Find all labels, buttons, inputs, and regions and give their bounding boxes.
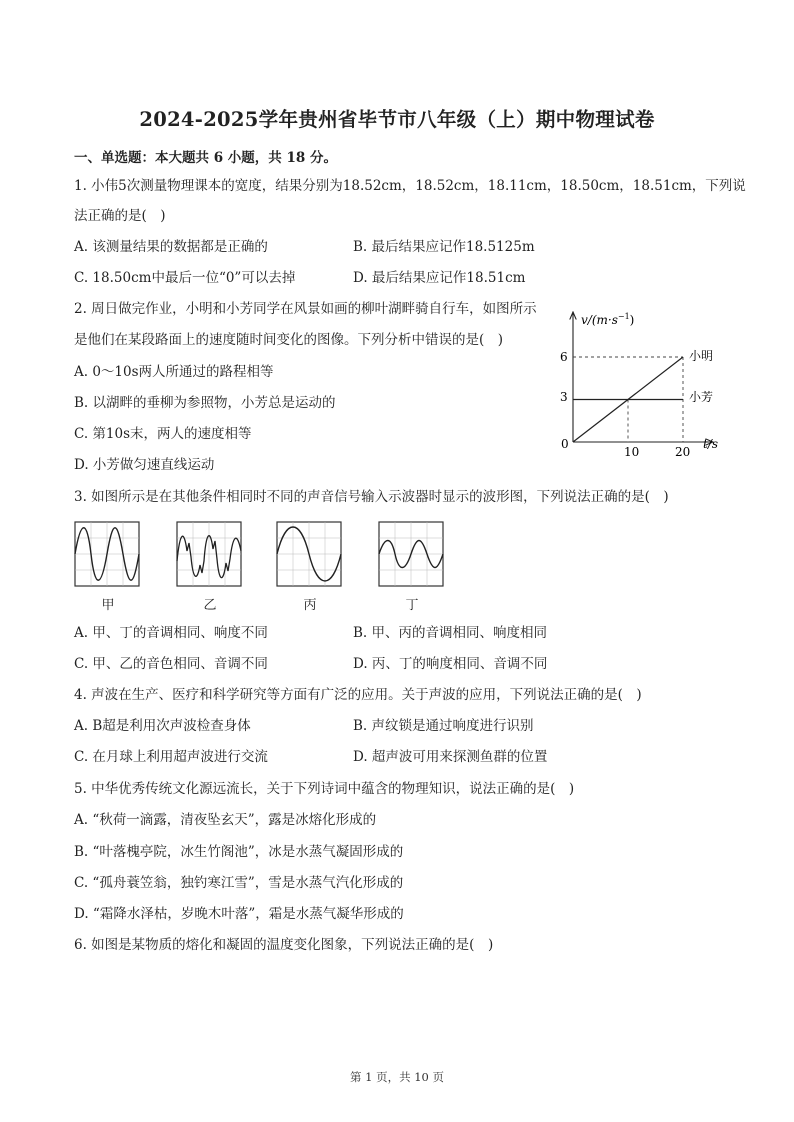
q5-option-b: B. “叶落槐亭院，冰生竹阁池”，冰是水蒸气凝固形成的 (74, 844, 404, 860)
origin-label: 0 (561, 437, 569, 451)
x-tick-20: 20 (675, 445, 691, 459)
waveform-label-bing: 丙 (303, 598, 317, 613)
q1-option-d: D. 最后结果应记作18.51cm (353, 270, 526, 286)
y-tick-3: 3 (560, 390, 568, 404)
page-footer: 第 1 页，共 10 页 (349, 1070, 445, 1084)
q5-option-a: A. “秋荷一滴露，清夜坠玄天”，露是冰熔化形成的 (74, 812, 377, 828)
waveform-label-yi: 乙 (203, 598, 217, 613)
waveform-yi (176, 521, 242, 591)
page-title: 2024-2025学年贵州省毕节市八年级（上）期中物理试卷 (139, 108, 655, 131)
q4-option-c: C. 在月球上利用超声波进行交流 (74, 749, 268, 765)
q2-stem-line2: 是他们在某段路面上的速度随时间变化的图像。下列分析中错误的是( ) (74, 332, 504, 348)
q1-stem-line1: 1. 小伟5次测量物理课本的宽度，结果分别为18.52cm，18.52cm，18.11cm，18.50cm，18.51cm，下列说 (74, 178, 746, 194)
series-label-ming: 小明 (689, 349, 714, 363)
series-label-fang: 小芳 (689, 390, 714, 404)
q4-option-a: A. B超是利用次声波检查身体 (74, 718, 251, 734)
q3-option-a: A. 甲、丁的音调相同、响度不同 (74, 625, 268, 641)
q2-stem-line1: 2. 周日做完作业，小明和小芳同学在风景如画的柳叶湖畔骑自行车，如图所示 (74, 301, 537, 317)
q2-option-c: C. 第10s末，两人的速度相等 (74, 426, 252, 442)
q3-option-b: B. 甲、丙的音调相同、响度相同 (353, 625, 548, 641)
q1-option-a: A. 该测量结果的数据都是正确的 (74, 239, 268, 255)
q5-stem: 5. 中华优秀传统文化源远流长，关于下列诗词中蕴含的物理知识，说法正确的是( ) (74, 781, 575, 797)
waveform-label-jia: 甲 (101, 598, 115, 613)
x-tick-10: 10 (624, 445, 640, 459)
q6-stem: 6. 如图是某物质的熔化和凝固的温度变化图象，下列说法正确的是( ) (74, 937, 494, 953)
q2-option-d: D. 小芳做匀速直线运动 (74, 457, 215, 473)
q3-option-c: C. 甲、乙的音色相同、音调不同 (74, 656, 268, 672)
q3-option-d: D. 丙、丁的响度相同、音调不同 (353, 656, 548, 672)
x-axis-label: t/s (703, 437, 719, 451)
velocity-time-graph (555, 300, 730, 460)
q4-option-b: B. 声纹锁是通过响度进行识别 (353, 718, 534, 734)
y-axis-label: $v/(m\cdot s^{-1})$ (581, 312, 635, 327)
q4-option-d: D. 超声波可用来探测鱼群的位置 (353, 749, 548, 765)
q5-option-c: C. “孤舟蓑笠翁，独钓寒江雪”，雪是水蒸气汽化形成的 (74, 875, 404, 891)
q4-stem: 4. 声波在生产、医疗和科学研究等方面有广泛的应用。关于声波的应用，下列说法正确的是( ) (74, 687, 642, 703)
q2-option-b: B. 以湖畔的垂柳为参照物，小芳总是运动的 (74, 395, 336, 411)
q1-stem-line2: 法正确的是( ) (74, 208, 166, 224)
waveform-jia (74, 521, 140, 591)
q2-option-a: A. 0～10s两人所通过的路程相等 (74, 364, 274, 380)
waveform-bing (276, 521, 342, 591)
q5-option-d: D. “霜降水泽枯，岁晚木叶落”，霜是水蒸气凝华形成的 (74, 906, 404, 922)
q3-stem: 3. 如图所示是在其他条件相同时不同的声音信号输入示波器时显示的波形图，下列说法正确的是( ) (74, 489, 669, 505)
waveform-ding (378, 521, 444, 591)
q1-option-c: C. 18.50cm中最后一位“0”可以去掉 (74, 270, 296, 286)
q1-option-b: B. 最后结果应记作18.5125m (353, 239, 535, 255)
y-tick-6: 6 (560, 350, 568, 364)
waveform-label-ding: 丁 (405, 598, 419, 613)
section-heading: 一、单选题：本大题共 6 小题，共 18 分。 (74, 150, 337, 166)
